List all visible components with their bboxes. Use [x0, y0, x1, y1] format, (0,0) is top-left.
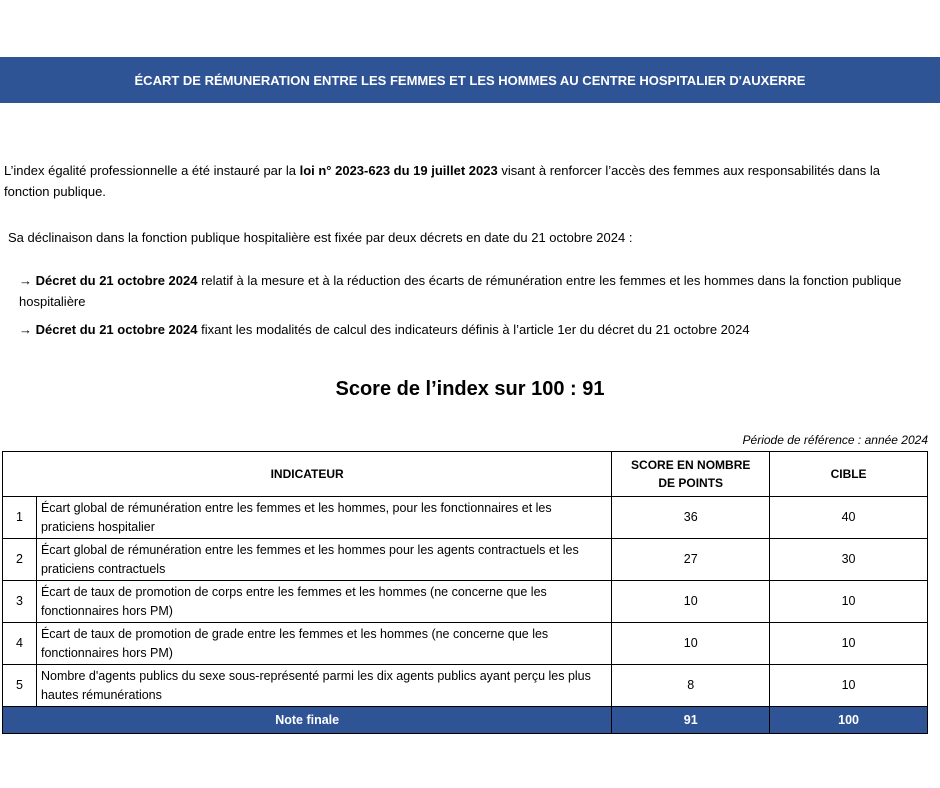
- page-title: ÉCART DE RÉMUNERATION ENTRE LES FEMMES ET LES HOMMES AU CENTRE HOSPITALIER D'AUXERRE: [134, 72, 806, 88]
- law-reference: loi n° 2023-623 du 19 juillet 2023: [299, 163, 498, 178]
- row-number: 5: [3, 665, 37, 707]
- final-label: Note finale: [3, 707, 612, 734]
- final-score-row: [3, 707, 928, 734]
- header-indicator: INDICATEUR: [3, 452, 612, 497]
- table-row: [3, 665, 928, 707]
- row-number: 3: [3, 581, 37, 623]
- row-score: 10: [612, 581, 770, 623]
- row-target: 40: [770, 497, 928, 539]
- row-label: Écart de taux de promotion de corps entre les femmes et les hommes (ne concerne que les fonctionnaires hors PM): [36, 581, 611, 623]
- page-title-banner: [0, 57, 940, 103]
- row-target: 10: [770, 665, 928, 707]
- row-score: 36: [612, 497, 770, 539]
- table-header-row: [3, 452, 928, 497]
- row-label: Écart global de rémunération entre les femmes et les hommes pour les agents contractuels et les praticiens contractuels: [36, 539, 611, 581]
- row-target: 30: [770, 539, 928, 581]
- row-score: 10: [612, 623, 770, 665]
- table-row: [3, 497, 928, 539]
- row-label: Nombre d'agents publics du sexe sous-représenté parmi les dix agents publics ayant perçu les plus hautes rémunérations: [36, 665, 611, 707]
- decrees-intro: Sa déclinaison dans la fonction publique hospitalière est fixée par deux décrets en date du 21 octobre 2024 :: [8, 230, 633, 245]
- reference-period: Période de référence : année 2024: [742, 433, 928, 447]
- arrow-icon: →: [19, 273, 36, 288]
- final-score: 91: [612, 707, 770, 734]
- intro-paragraph: L’index égalité professionnelle a été instauré par la loi n° 2023-623 du 19 juillet 2023 visant à renforcer l’accès des femmes aux responsabilités dans la fonction publique.: [4, 163, 880, 199]
- table-row: [3, 539, 928, 581]
- index-table: [2, 451, 928, 734]
- row-target: 10: [770, 581, 928, 623]
- header-score: SCORE EN NOMBRE DE POINTS: [612, 452, 770, 497]
- row-label: Écart global de rémunération entre les femmes et les hommes, pour les fonctionnaires et les praticiens hospitalier: [36, 497, 611, 539]
- decree-item-2: → Décret du 21 octobre 2024 fixant les modalités de calcul des indicateurs définis à l’article 1er du décret du 21 octobre 2024: [19, 322, 750, 337]
- final-target: 100: [770, 707, 928, 734]
- row-number: 2: [3, 539, 37, 581]
- header-target: CIBLE: [770, 452, 928, 497]
- table-row: [3, 623, 928, 665]
- row-number: 1: [3, 497, 37, 539]
- decree-item-1: → Décret du 21 octobre 2024 relatif à la mesure et à la réduction des écarts de rémunération entre les femmes et les hommes dans la fonction publique hospitalière: [19, 273, 902, 309]
- table-row: [3, 581, 928, 623]
- row-target: 10: [770, 623, 928, 665]
- arrow-icon: →: [19, 322, 36, 337]
- row-score: 8: [612, 665, 770, 707]
- row-number: 4: [3, 623, 37, 665]
- row-score: 27: [612, 539, 770, 581]
- row-label: Écart de taux de promotion de grade entre les femmes et les hommes (ne concerne que les fonctionnaires hors PM): [36, 623, 611, 665]
- score-heading: Score de l’index sur 100 : 91: [335, 378, 605, 400]
